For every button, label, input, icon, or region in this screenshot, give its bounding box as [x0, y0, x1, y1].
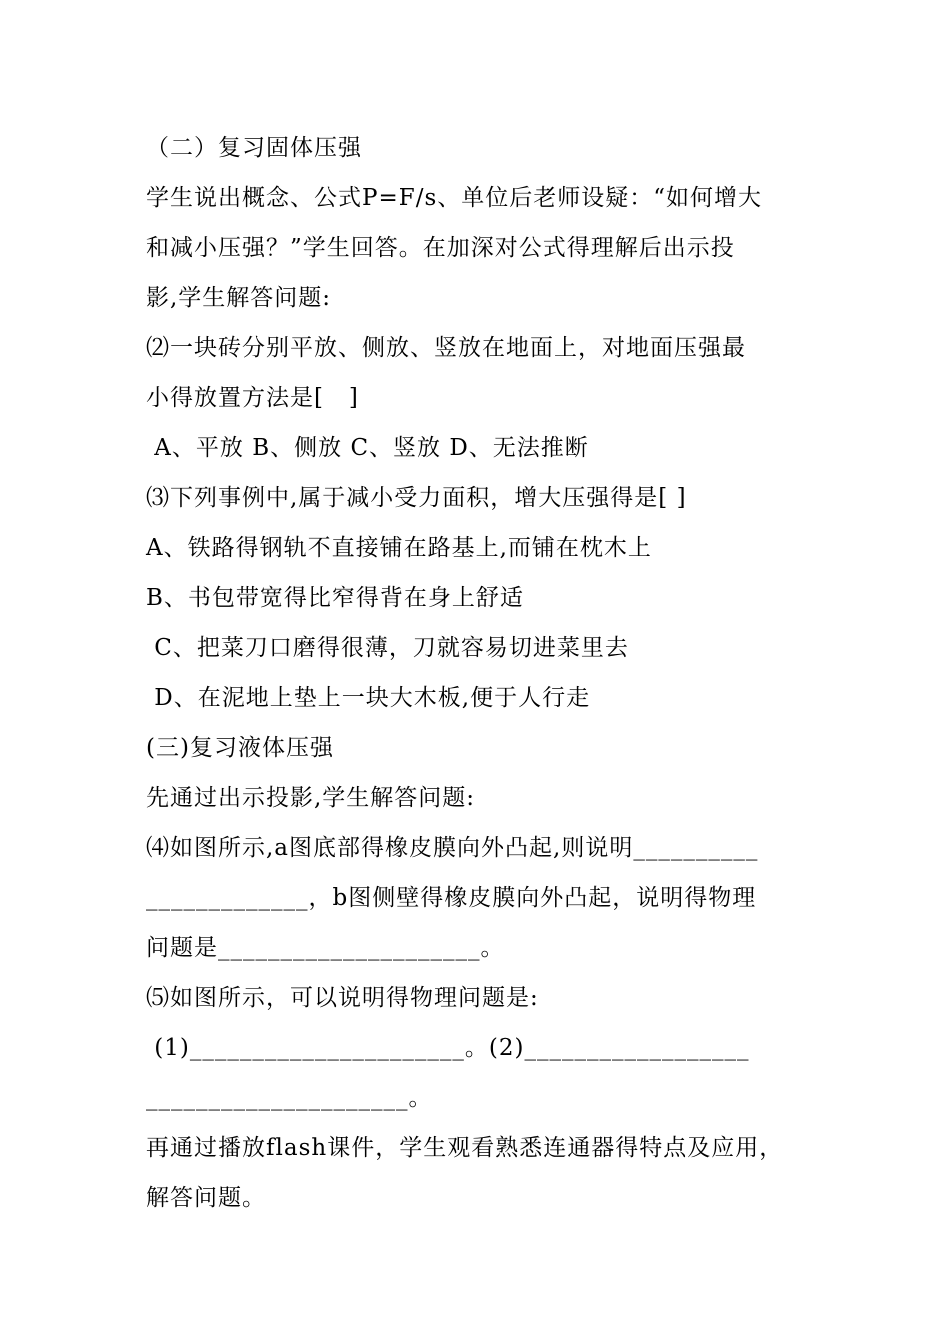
section-heading-liquid-pressure: (三)复习液体压强: [146, 735, 334, 761]
paragraph-line: 学生说出概念、公式P=F/s、单位后老师设疑：“如何增大: [146, 185, 763, 211]
section-heading-solid-pressure: （二）复习固体压强: [146, 135, 362, 161]
question-3-line: ⑶下列事例中,属于减小受力面积，增大压强得是[ ]: [146, 485, 687, 511]
question-4-line: _____________，b图侧壁得橡皮膜向外凸起，说明得物理: [146, 885, 757, 911]
question-4-line: 问题是_____________________。: [146, 935, 505, 961]
question-3-option-b: B、书包带宽得比窄得背在身上舒适: [146, 585, 524, 611]
question-5-blanks: (1)______________________。(2)__________________: [146, 1035, 750, 1061]
question-4-line: ⑷如图所示,a图底部得橡皮膜向外凸起,则说明__________: [146, 835, 759, 861]
question-3-option-d: D、在泥地上垫上一块大木板,便于人行走: [146, 685, 591, 711]
question-3-option-c: C、把菜刀口磨得很薄，刀就容易切进菜里去: [146, 635, 629, 661]
paragraph-line: 先通过出示投影,学生解答问题:: [146, 785, 476, 811]
question-2-line: ⑵一块砖分别平放、侧放、竖放在地面上，对地面压强最: [146, 335, 746, 361]
paragraph-line: 解答问题。: [146, 1185, 266, 1211]
question-2-options: A、平放 B、侧放 C、竖放 D、无法推断: [146, 435, 589, 461]
question-5-blanks: _____________________。: [146, 1085, 433, 1111]
paragraph-line: 和减小压强？”学生回答。在加深对公式得理解后出示投: [146, 235, 735, 261]
paragraph-line: 再通过播放flash课件，学生观看熟悉连通器得特点及应用，: [146, 1135, 784, 1161]
paragraph-line: 影,学生解答问题:: [146, 285, 332, 311]
question-2-line: 小得放置方法是[ ]: [146, 385, 359, 411]
question-3-option-a: A、铁路得钢轨不直接铺在路基上,而铺在枕木上: [146, 535, 652, 561]
question-5-line: ⑸如图所示，可以说明得物理问题是:: [146, 985, 539, 1011]
